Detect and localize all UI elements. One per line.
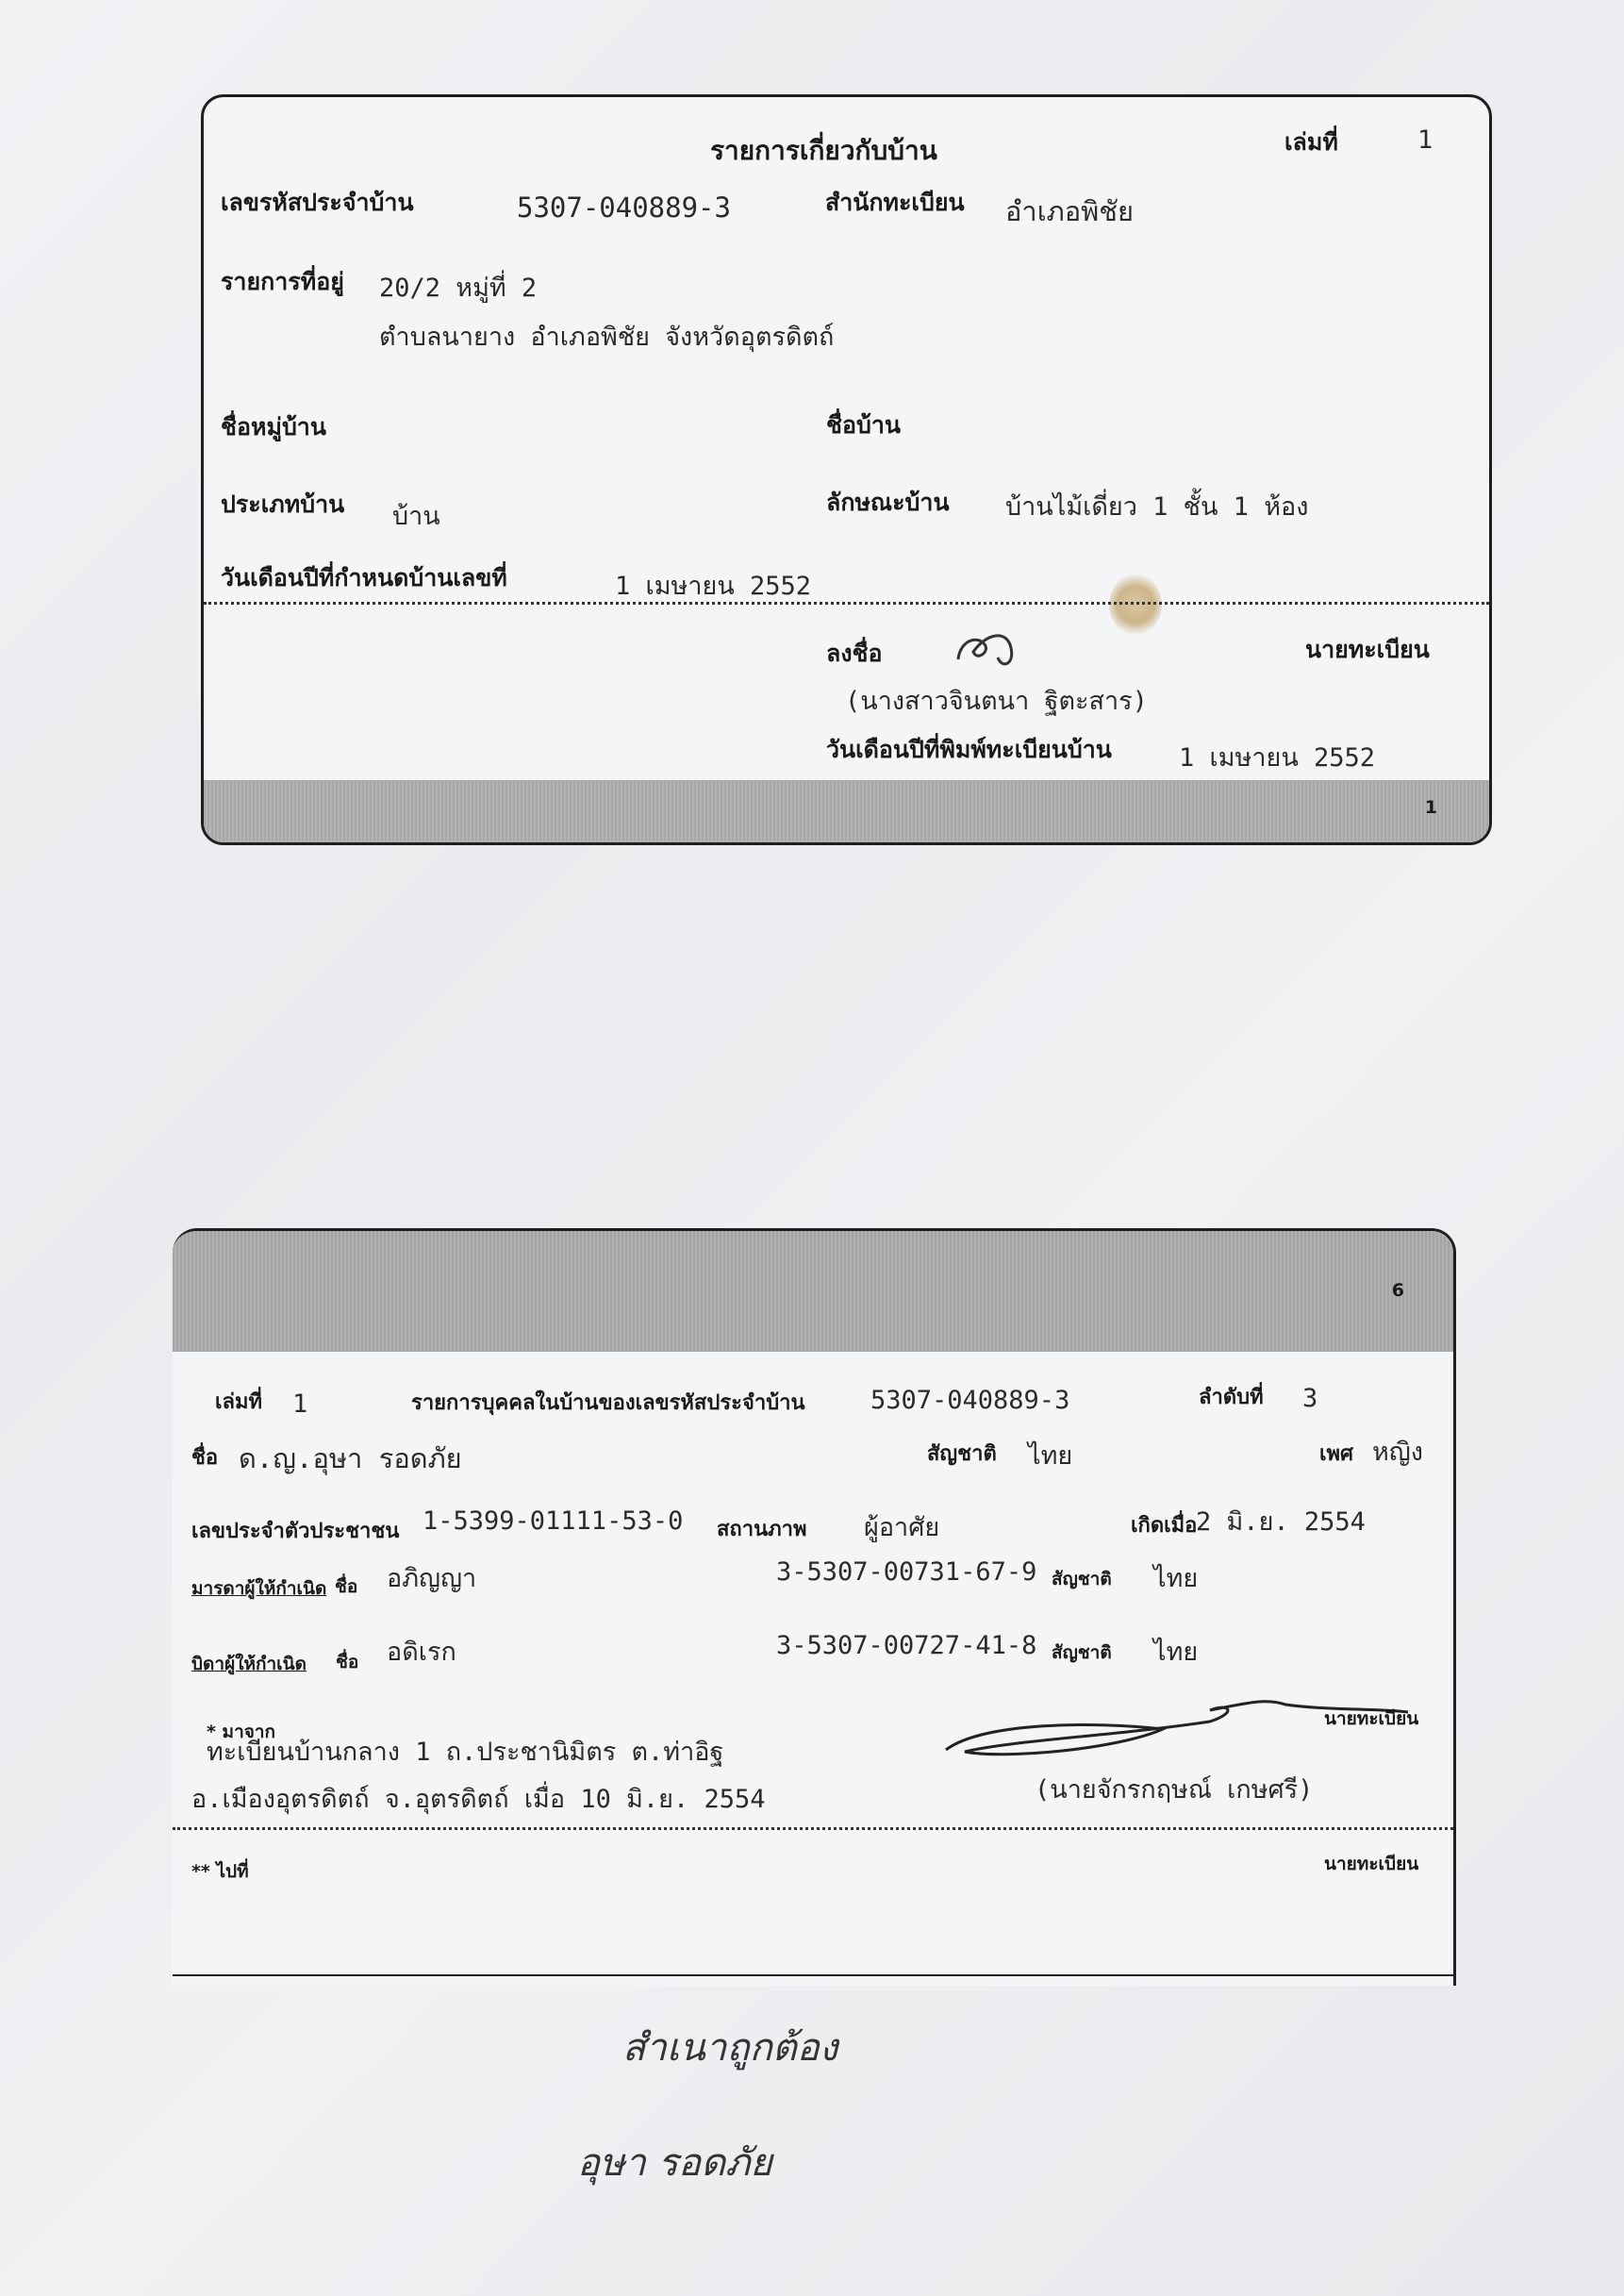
sex-value: หญิง bbox=[1372, 1438, 1423, 1467]
house-code-value: 5307-040889-3 bbox=[870, 1386, 1070, 1415]
registrar-name: (นางสาวจินตนา ฐิตะสาร) bbox=[845, 687, 1148, 716]
house-code-value: 5307-040889-3 bbox=[517, 191, 731, 224]
father-name-label: ชื่อ bbox=[336, 1652, 359, 1672]
registrar-title: นายทะเบียน bbox=[1324, 1708, 1419, 1729]
mother-label: มารดาผู้ให้กำเนิด bbox=[191, 1578, 327, 1599]
card-title: รายการเกี่ยวกับบ้าน bbox=[710, 135, 937, 166]
status-label: สถานภาพ bbox=[717, 1518, 807, 1541]
address-label: รายการที่อยู่ bbox=[221, 268, 344, 295]
house-type-label: ประเภทบ้าน bbox=[221, 491, 345, 518]
moved-from-line1: ทะเบียนบ้านกลาง 1 ถ.ประชานิมิตร ต.ท่าอิฐ bbox=[207, 1738, 724, 1767]
handwritten-note: สำเนาถูกต้อง bbox=[622, 2026, 838, 2070]
status-value: ผู้อาศัย bbox=[864, 1513, 940, 1542]
house-code-label: เลขรหัสประจำบ้าน bbox=[221, 189, 414, 216]
record-title: รายการบุคคลในบ้านของเลขรหัสประจำบ้าน bbox=[411, 1391, 805, 1415]
name-label: ชื่อ bbox=[191, 1446, 219, 1470]
assigned-date-value: 1 เมษายน 2552 bbox=[615, 572, 812, 601]
order-label: ลำดับที่ bbox=[1199, 1386, 1264, 1409]
house-type-value: บ้าน bbox=[392, 502, 440, 531]
moved-from-label: * มาจาก bbox=[207, 1722, 276, 1742]
name-value: ด.ญ.อุษา รอดภัย bbox=[239, 1442, 462, 1474]
registrar-title-2: นายทะเบียน bbox=[1324, 1854, 1419, 1874]
print-date-value: 1 เมษายน 2552 bbox=[1179, 743, 1376, 773]
order-value: 3 bbox=[1302, 1384, 1318, 1413]
house-details-card bbox=[201, 94, 1492, 845]
book-no-value: 1 bbox=[292, 1389, 308, 1419]
citizen-id-value: 1-5399-01111-53-0 bbox=[423, 1506, 684, 1536]
registry-office-label: สำนักทะเบียน bbox=[825, 189, 965, 216]
page-number: 6 bbox=[1391, 1280, 1404, 1301]
father-nationality-label: สัญชาติ bbox=[1052, 1642, 1112, 1663]
nationality-value: ไทย bbox=[1028, 1441, 1073, 1471]
stain-mark bbox=[1109, 574, 1162, 636]
citizen-id-label: เลขประจำตัวประชาชน bbox=[191, 1520, 400, 1543]
house-name-label: ชื่อบ้าน bbox=[826, 411, 901, 439]
person-record-card bbox=[173, 1228, 1456, 1986]
book-no-value: 1 bbox=[1417, 125, 1433, 155]
mother-id-value: 3-5307-00731-67-9 bbox=[776, 1557, 1037, 1587]
page-number: 1 bbox=[1424, 797, 1437, 818]
father-label: บิดาผู้ให้กำเนิด bbox=[191, 1654, 307, 1674]
mother-name-label: ชื่อ bbox=[335, 1576, 358, 1597]
birth-date-label: เกิดเมื่อ bbox=[1131, 1514, 1198, 1538]
father-nationality-value: ไทย bbox=[1153, 1638, 1199, 1667]
moved-from-line2: อ.เมืองอุตรดิตถ์ จ.อุตรดิตถ์ เมื่อ 10 มิ.ย. 2554 bbox=[191, 1785, 766, 1814]
house-character-label: ลักษณะบ้าน bbox=[826, 489, 950, 516]
assigned-date-label: วันเดือนปีที่กำหนดบ้านเลขที่ bbox=[221, 564, 507, 591]
card-header-band bbox=[173, 1231, 1453, 1352]
print-date-label: วันเดือนปีที่พิมพ์ทะเบียนบ้าน bbox=[826, 736, 1112, 763]
moved-to-label: ** ไปที่ bbox=[191, 1861, 249, 1882]
dotted-divider bbox=[173, 1827, 1453, 1830]
village-name-label: ชื่อหมู่บ้าน bbox=[221, 413, 326, 441]
father-id-value: 3-5307-00727-41-8 bbox=[776, 1631, 1037, 1660]
sex-label: เพศ bbox=[1319, 1442, 1353, 1466]
signature-label: ลงชื่อ bbox=[826, 640, 883, 667]
handwritten-name: อุษา รอดภัย bbox=[577, 2141, 772, 2185]
registrar-name: (นายจักรกฤษณ์ เกษศรี) bbox=[1035, 1775, 1314, 1805]
card-footer-band bbox=[204, 780, 1489, 842]
book-no-label: เล่มที่ bbox=[1284, 128, 1338, 156]
house-character-value: บ้านไม้เดี่ยว 1 ชั้น 1 ห้อง bbox=[1005, 492, 1309, 522]
birth-date-value: 2 มิ.ย. 2554 bbox=[1196, 1507, 1366, 1537]
registry-office-value: อำเภอพิชัย bbox=[1005, 195, 1134, 227]
book-no-label: เล่มที่ bbox=[215, 1390, 263, 1414]
mother-nationality-value: ไทย bbox=[1153, 1564, 1199, 1593]
nationality-label: สัญชาติ bbox=[927, 1442, 997, 1466]
card-bottom-line bbox=[173, 1974, 1453, 1976]
mother-nationality-label: สัญชาติ bbox=[1052, 1569, 1112, 1589]
address-line2: ตำบลนายาง อำเภอพิชัย จังหวัดอุตรดิตถ์ bbox=[379, 323, 835, 352]
father-name-value: อดิเรก bbox=[387, 1638, 456, 1667]
mother-name-value: อภิญญา bbox=[387, 1564, 477, 1593]
registrar-signature bbox=[949, 624, 1034, 675]
dotted-divider bbox=[204, 602, 1489, 605]
registrar-title: นายทะเบียน bbox=[1305, 636, 1430, 663]
address-line1: 20/2 หมู่ที่ 2 bbox=[379, 274, 538, 303]
